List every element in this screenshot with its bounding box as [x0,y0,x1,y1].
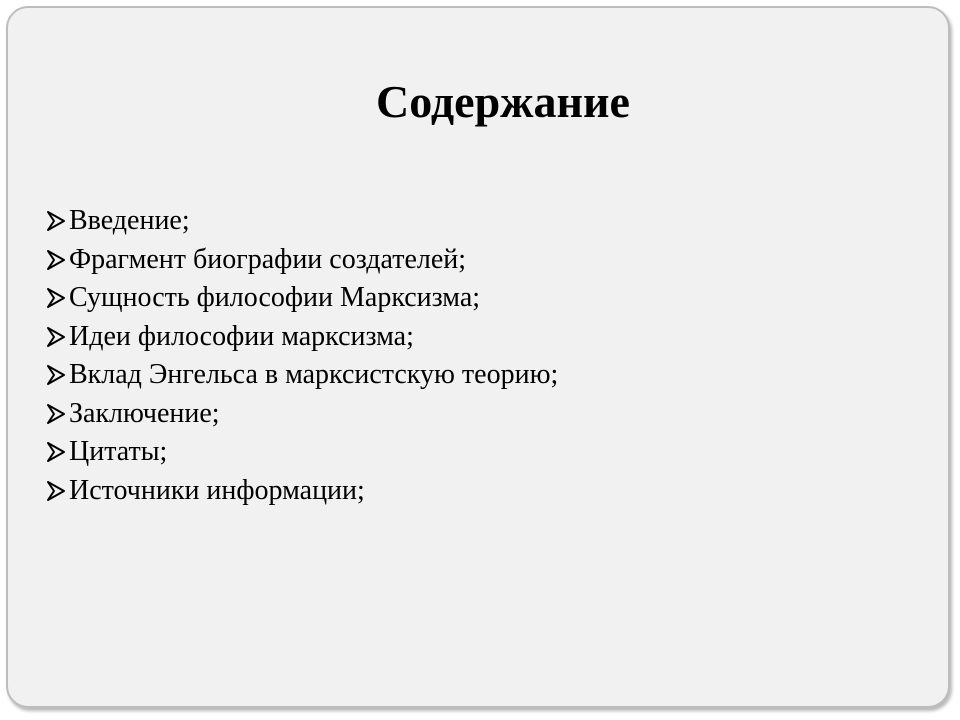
list-item [46,279,558,318]
list-item [46,395,558,434]
list-item [46,433,558,472]
list-item-label: Идеи философии марксизма; [69,320,414,352]
list-item-label: Фрагмент биографии создателей; [69,243,467,275]
arrowhead-bullet-icon [46,403,66,425]
list-item-label: Цитаты; [69,436,168,468]
list-item [46,241,558,280]
arrowhead-bullet-icon [46,326,66,348]
arrowhead-bullet-icon [46,364,66,386]
list-item-label: Введение; [69,205,190,237]
list-item-label: Источники информации; [69,474,365,506]
arrowhead-bullet-icon [46,480,66,502]
table-of-contents-list [46,202,558,510]
arrowhead-bullet-icon [46,210,66,232]
list-item [46,356,558,395]
list-item [46,472,558,511]
list-item [46,318,558,357]
list-item-label: Сущность философии Марксизма; [69,282,481,314]
arrowhead-bullet-icon [46,287,66,309]
list-item [46,202,558,241]
list-item-label: Вклад Энгельса в марксистскую теорию; [69,359,559,391]
arrowhead-bullet-icon [46,249,66,271]
slide-frame [6,6,950,708]
list-item-label: Заключение; [69,397,220,429]
arrowhead-bullet-icon [46,441,66,463]
slide-title: Содержание [376,76,630,127]
